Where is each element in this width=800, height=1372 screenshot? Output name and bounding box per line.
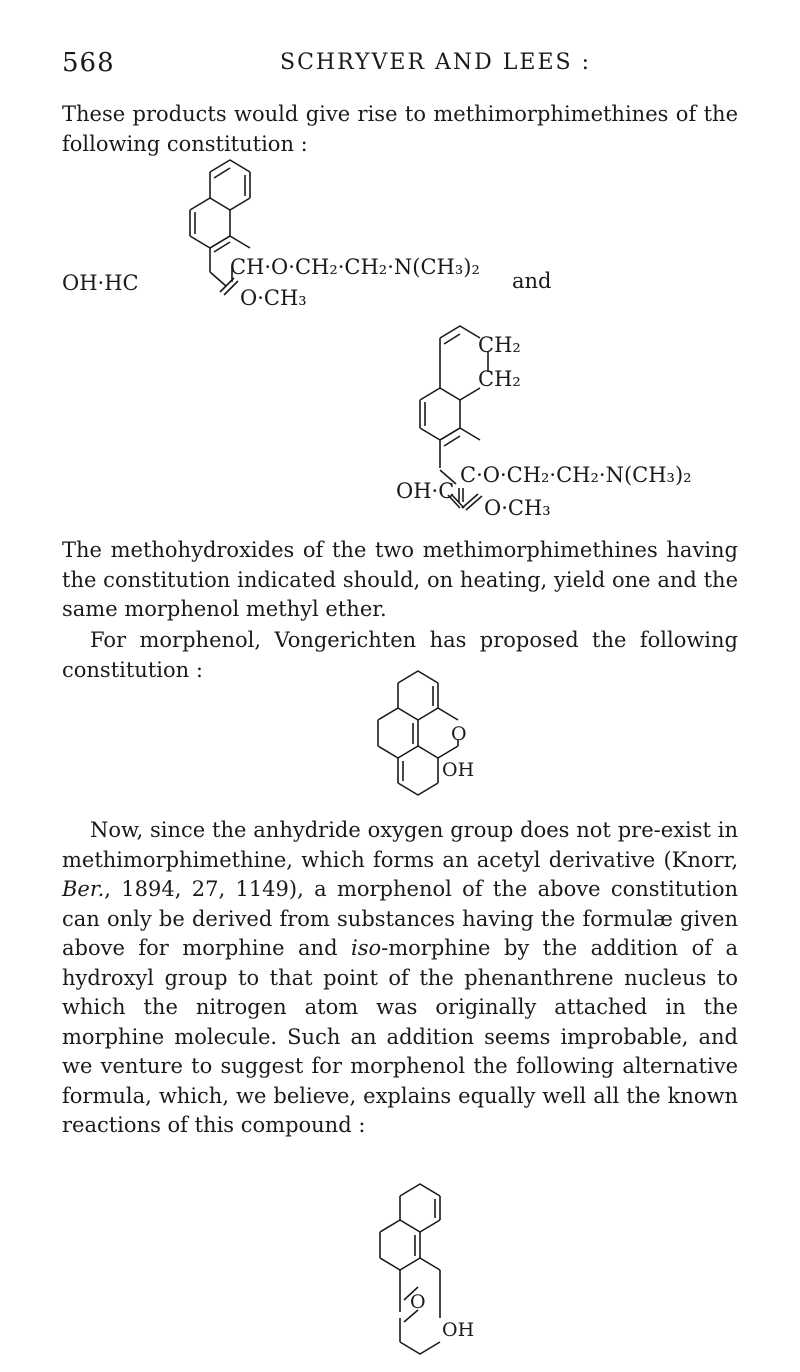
formula2-substituent: C·O·CH₂·CH₂·N(CH₃)₂ [460, 463, 692, 487]
paragraph-3: For morphenol, Vongerichten has proposed the following constitution : [62, 628, 738, 682]
ring-bond [400, 1184, 440, 1196]
paragraph-4-part-3: morphine by the addition of a hydroxyl group to that point of the phenanthrene nucleus to which the nitrogen atom was originally attached in the morphine molecule. Such an addition seems improbable, and we venture to suggest for morphenol the following alternative formula, which, we believe, explains equally well all the known reactions of this compound : [62, 936, 738, 1137]
formula4-hydroxyl: OH [442, 1319, 475, 1341]
formula2-methoxy: O·CH₃ [484, 496, 551, 520]
formula2-ch2-top: CH₂ [478, 333, 521, 357]
journal-ref: Ber. [62, 877, 105, 901]
formula4-oxygen: O [410, 1291, 426, 1313]
formula1-left-group: OH·HC [62, 271, 139, 295]
ring-bond [380, 1220, 440, 1232]
formula1-methoxy: O·CH₃ [240, 286, 307, 310]
page-number: 568 [62, 48, 115, 78]
formula2-left-group: OH·C [396, 479, 455, 503]
ring-bond [400, 1342, 440, 1354]
connector-and: and [512, 269, 552, 293]
paragraph-4-part-2: , 1894, 27, 1149), a morphenol of the above constitution can only be derived from substances having the formulæ given above for morphine and [62, 877, 738, 960]
paragraph-2: The methohydroxides of the two methimorphimethines having the constitution indicated should, on heating, yield one and the same morphenol methyl ether. [62, 538, 738, 621]
formula1-substituent: CH·O·CH₂·CH₂·N(CH₃)₂ [230, 255, 480, 279]
running-head: SCHRYVER AND LEES : [280, 50, 591, 75]
paragraph-4-part-1: Now, since the anhydride oxygen group does not pre-exist in methimorphimethine, which forms an acetyl derivative (Knorr, [62, 818, 738, 872]
formula3-oxygen: O [451, 723, 467, 745]
formula3-hydroxyl: OH [442, 759, 475, 781]
ring-bond [380, 1258, 440, 1270]
paragraph-1: These products would give rise to methimorphimethines of the following constitution : [62, 102, 738, 156]
iso-prefix: iso- [351, 936, 389, 960]
formula2-ch2-bottom: CH₂ [478, 367, 521, 391]
